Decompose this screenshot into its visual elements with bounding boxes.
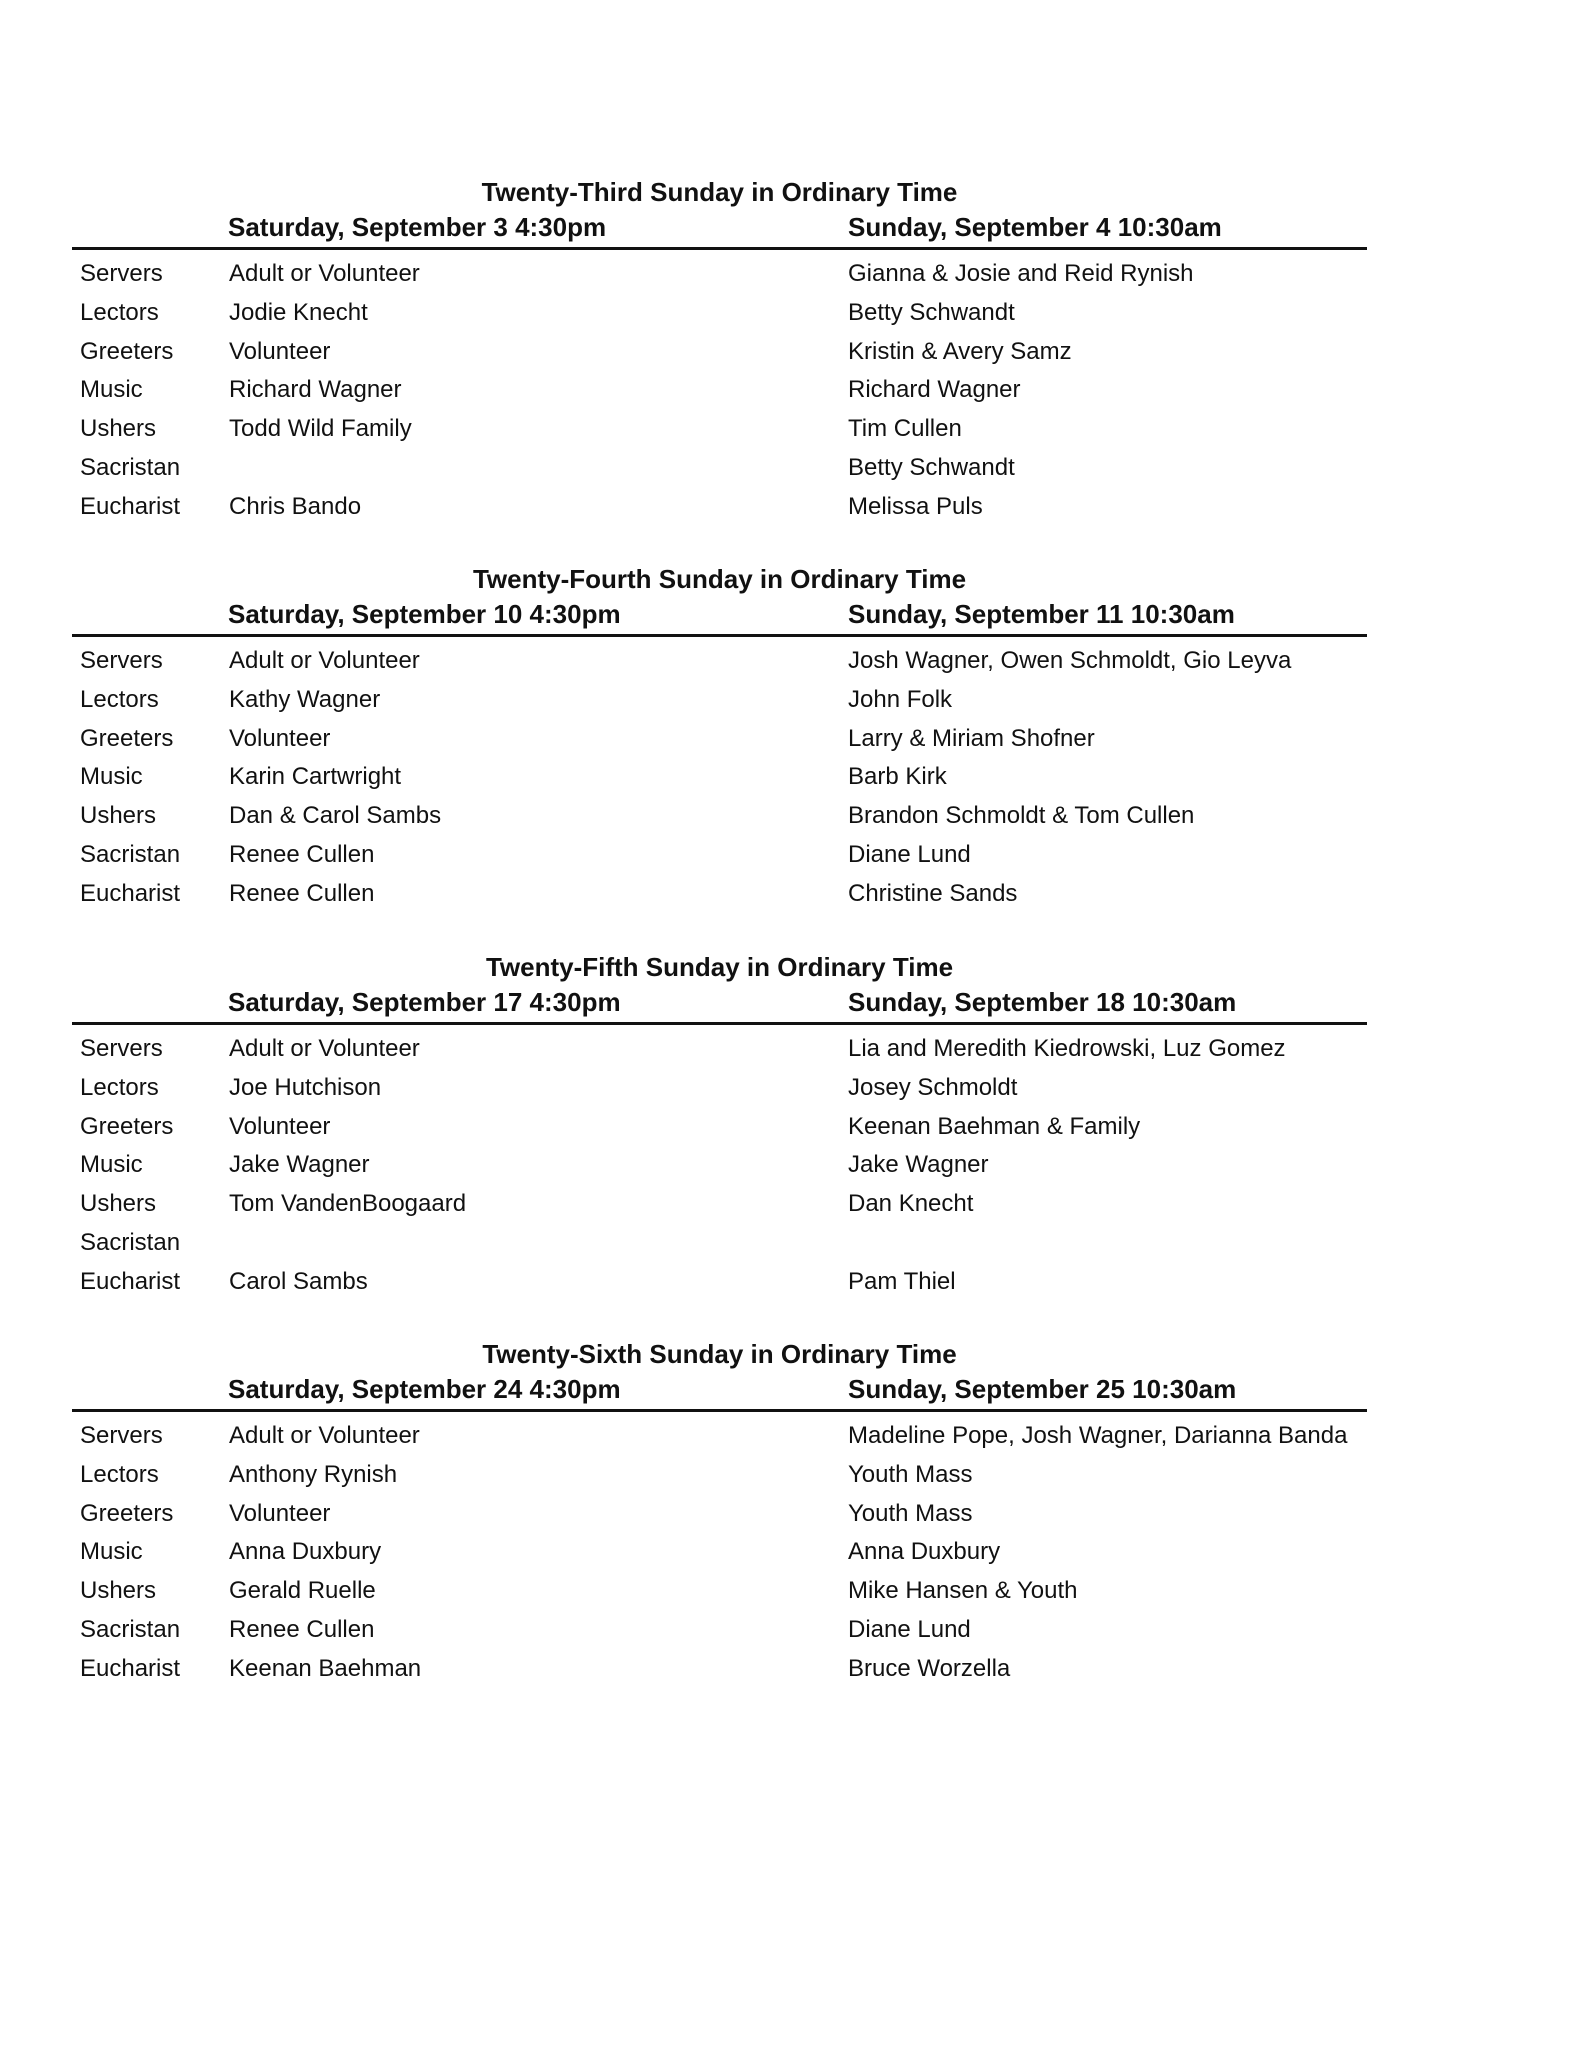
ministry-row — [72, 1456, 1372, 1495]
saturday-mass-header: Saturday, September 10 4:30pm — [228, 599, 621, 629]
ministry-row — [72, 797, 1372, 836]
sunday-assignee: Josh Wagner, Owen Schmoldt, Gio Leyva — [848, 647, 1292, 674]
sunday-mass-header: Sunday, September 25 10:30am — [848, 1374, 1237, 1404]
sunday-assignee: Lia and Meredith Kiedrowski, Luz Gomez — [848, 1035, 1286, 1062]
saturday-assignee: Gerald Ruelle — [229, 1577, 376, 1605]
sunday-mass-header: Sunday, September 11 10:30am — [848, 599, 1235, 629]
saturday-assignee: Chris Bando — [229, 492, 362, 520]
saturday-assignee: Anna Duxbury — [229, 1538, 382, 1566]
sunday-assignee: Keenan Baehman & Family — [848, 1112, 1141, 1140]
ministry-role: Music — [80, 1538, 143, 1566]
saturday-assignee: Volunteer — [229, 724, 331, 752]
saturday-assignee: Anthony Rynish — [229, 1460, 398, 1488]
ministry-role: Sacristan — [80, 840, 181, 868]
saturday-assignee: Volunteer — [229, 1499, 331, 1527]
ministry-role: Greeters — [80, 1112, 174, 1140]
ministry-role: Servers — [80, 1422, 163, 1449]
ministry-role: Servers — [80, 260, 163, 287]
section-header-row — [72, 209, 1367, 250]
saturday-assignee: Carol Sambs — [229, 1267, 368, 1295]
sunday-assignee: Anna Duxbury — [848, 1538, 1001, 1566]
sunday-assignee: Youth Mass — [848, 1460, 973, 1488]
ministry-role: Lectors — [80, 1460, 159, 1488]
ministry-row — [72, 720, 1372, 759]
ministry-rows — [72, 1030, 1372, 1302]
saturday-assignee: Renee Cullen — [229, 840, 375, 868]
ministry-row — [72, 1030, 1372, 1069]
ministry-role: Servers — [80, 1035, 163, 1062]
saturday-assignee: Keenan Baehman — [229, 1654, 422, 1682]
sunday-assignee: Youth Mass — [848, 1499, 973, 1527]
ministry-role: Servers — [80, 647, 163, 674]
ministry-role: Music — [80, 763, 143, 791]
ministry-row — [72, 488, 1372, 527]
ministry-role: Greeters — [80, 1499, 174, 1527]
ministry-row — [72, 836, 1372, 875]
saturday-assignee: Adult or Volunteer — [229, 260, 420, 287]
saturday-mass-header: Saturday, September 17 4:30pm — [228, 987, 621, 1017]
ministry-role: Sacristan — [80, 1228, 181, 1256]
saturday-mass-header: Saturday, September 24 4:30pm — [228, 1374, 621, 1404]
sunday-assignee: Christine Sands — [848, 879, 1018, 907]
ministry-role: Lectors — [80, 298, 159, 326]
ministry-row — [72, 1224, 1372, 1263]
ministry-row — [72, 681, 1372, 720]
saturday-assignee: Adult or Volunteer — [229, 647, 420, 674]
section-header-row — [72, 984, 1367, 1025]
saturday-assignee: Kathy Wagner — [229, 685, 381, 713]
sunday-assignee: Mike Hansen & Youth — [848, 1577, 1078, 1605]
saturday-assignee: Joe Hutchison — [229, 1073, 382, 1101]
sunday-mass-header: Sunday, September 4 10:30am — [848, 212, 1222, 242]
sunday-assignee: Tim Cullen — [848, 415, 962, 443]
ministry-role: Lectors — [80, 1073, 159, 1101]
section-header-row — [72, 1371, 1367, 1412]
ministry-rows — [72, 1417, 1372, 1689]
ministry-row — [72, 1572, 1372, 1611]
ministry-rows — [72, 255, 1372, 527]
sunday-assignee: Betty Schwandt — [848, 453, 1015, 481]
section-title: Twenty-Fourth Sunday in Ordinary Time — [472, 564, 967, 594]
ministry-row — [72, 1069, 1372, 1108]
ministry-role: Eucharist — [80, 1654, 181, 1682]
sunday-assignee: Diane Lund — [848, 840, 971, 868]
ministry-role: Sacristan — [80, 1615, 181, 1643]
ministry-role: Ushers — [80, 1577, 157, 1605]
ministry-row — [72, 1417, 1372, 1456]
section-header-row — [72, 596, 1367, 637]
sunday-assignee: Melissa Puls — [848, 492, 983, 520]
saturday-assignee: Tom VandenBoogaard — [229, 1190, 467, 1218]
ministry-row — [72, 371, 1372, 410]
ministry-role: Music — [80, 1151, 143, 1179]
section-title: Twenty-Fifth Sunday in Ordinary Time — [485, 952, 954, 982]
ministry-role: Greeters — [80, 724, 174, 752]
sunday-assignee: Gianna & Josie and Reid Rynish — [848, 260, 1194, 287]
ministry-role: Ushers — [80, 802, 157, 830]
saturday-assignee: Richard Wagner — [229, 376, 402, 404]
ministry-role: Ushers — [80, 1190, 157, 1218]
ministry-row — [72, 758, 1372, 797]
ministry-row — [72, 1611, 1372, 1650]
sunday-assignee: Bruce Worzella — [848, 1654, 1011, 1682]
sunday-assignee: Pam Thiel — [848, 1267, 956, 1295]
ministry-rows — [72, 642, 1372, 914]
ministry-role: Ushers — [80, 415, 157, 443]
ministry-role: Lectors — [80, 685, 159, 713]
saturday-mass-header: Saturday, September 3 4:30pm — [228, 212, 607, 242]
ministry-role: Greeters — [80, 337, 174, 365]
ministry-row — [72, 1495, 1372, 1534]
ministry-row — [72, 642, 1372, 681]
saturday-assignee: Renee Cullen — [229, 879, 375, 907]
ministry-row — [72, 875, 1372, 914]
ministry-row — [72, 1185, 1372, 1224]
ministry-row — [72, 1263, 1372, 1302]
sunday-assignee: John Folk — [848, 685, 953, 713]
ministry-role: Music — [80, 376, 143, 404]
saturday-assignee: Adult or Volunteer — [229, 1422, 420, 1449]
sunday-assignee: Jake Wagner — [848, 1151, 989, 1179]
saturday-assignee: Adult or Volunteer — [229, 1035, 420, 1062]
sunday-assignee: Dan Knecht — [848, 1190, 974, 1218]
saturday-assignee: Todd Wild Family — [229, 415, 412, 443]
ministry-row — [72, 1146, 1372, 1185]
sunday-assignee: Richard Wagner — [848, 376, 1021, 404]
sunday-mass-header: Sunday, September 18 10:30am — [848, 987, 1237, 1017]
sunday-assignee: Larry & Miriam Shofner — [848, 724, 1095, 752]
ministry-row — [72, 410, 1372, 449]
ministry-row — [72, 1650, 1372, 1689]
ministry-row — [72, 294, 1372, 333]
sunday-assignee: Betty Schwandt — [848, 298, 1015, 326]
sunday-assignee: Barb Kirk — [848, 763, 947, 791]
saturday-assignee: Dan & Carol Sambs — [229, 802, 442, 830]
section-title: Twenty-Third Sunday in Ordinary Time — [481, 177, 958, 207]
ministry-row — [72, 333, 1372, 372]
saturday-assignee: Volunteer — [229, 337, 331, 365]
ministry-role: Sacristan — [80, 453, 181, 481]
sunday-assignee: Brandon Schmoldt & Tom Cullen — [848, 802, 1195, 830]
section-title: Twenty-Sixth Sunday in Ordinary Time — [482, 1339, 957, 1369]
saturday-assignee: Renee Cullen — [229, 1615, 375, 1643]
ministry-row — [72, 255, 1372, 294]
ministry-role: Eucharist — [80, 492, 181, 520]
saturday-assignee: Jake Wagner — [229, 1151, 370, 1179]
sunday-assignee: Madeline Pope, Josh Wagner, Darianna Banda — [848, 1422, 1348, 1449]
sunday-assignee: Diane Lund — [848, 1615, 971, 1643]
ministry-role: Eucharist — [80, 1267, 181, 1295]
saturday-assignee: Jodie Knecht — [229, 298, 368, 326]
ministry-row — [72, 1533, 1372, 1572]
sunday-assignee: Josey Schmoldt — [848, 1073, 1018, 1101]
saturday-assignee: Volunteer — [229, 1112, 331, 1140]
sunday-assignee: Kristin & Avery Samz — [848, 337, 1072, 365]
ministry-role: Eucharist — [80, 879, 181, 907]
ministry-row — [72, 449, 1372, 488]
saturday-assignee: Karin Cartwright — [229, 763, 402, 791]
ministry-row — [72, 1108, 1372, 1147]
